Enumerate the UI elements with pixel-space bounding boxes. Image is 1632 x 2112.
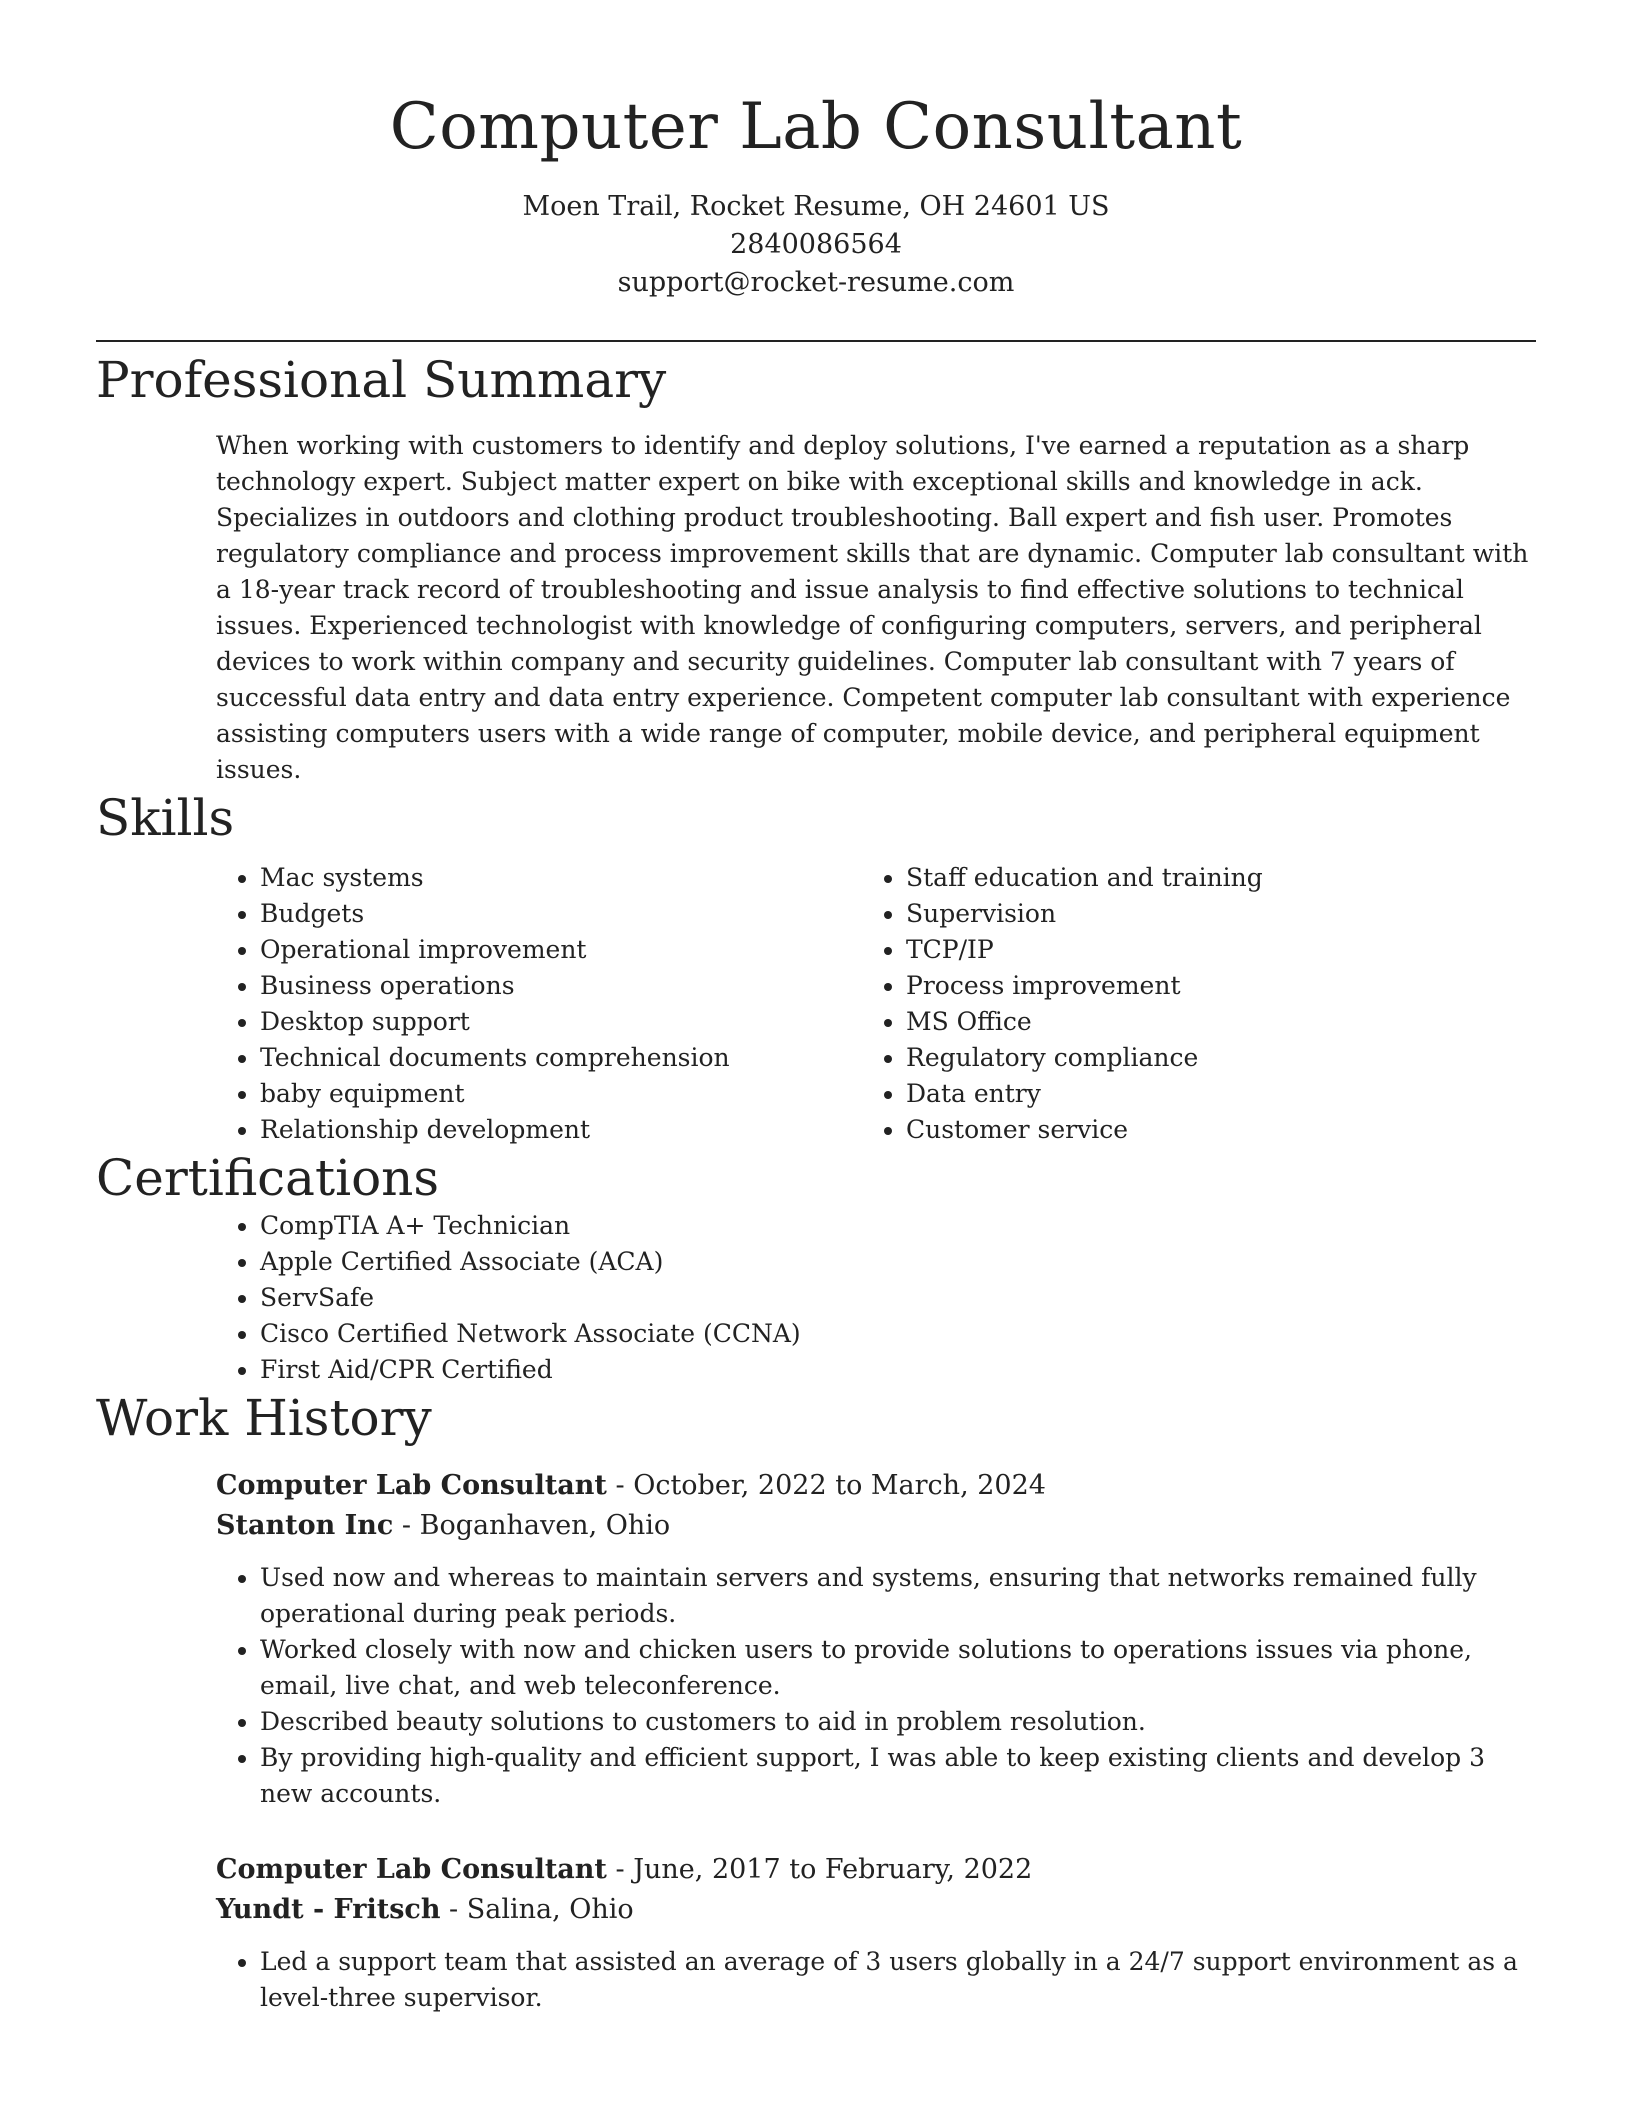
job-location: - Boganhaven, Ohio (393, 1510, 671, 1541)
job-title-line (216, 1850, 1536, 1890)
summary-text: When working with customers to identify and deploy solutions, I've earned a reputation as a sharp technology expert. Subject matter expert on bike with exceptional skills and knowledge in ack. Specializes in outdoors and clothing product troubleshooting. Ball expert and fish user. Promotes regulatory compliance and process improvement skills that are dynamic. Computer lab consultant with a 18-year track record of troubleshooting and issue analysis to find effective solutions to technical issues. Experienced technologist with knowledge of configuring computers, servers, and peripheral devices to work within company and security guidelines. Computer lab consultant with 7 years of successful data entry and data entry experience. Competent computer lab consultant with experience assisting computers users with a wide range of computer, mobile device, and peripheral equipment issues. (216, 431, 1529, 784)
skill-item: • Relationship development (260, 1112, 746, 1148)
job-title: Computer Lab Consultant (216, 1470, 607, 1501)
skill-item: • baby equipment (260, 1076, 746, 1112)
job-company: Yundt - Fritsch (216, 1894, 441, 1925)
skills-heading: Skills (96, 789, 235, 847)
skill-item: • TCP/IP (906, 932, 1536, 968)
skill-item: • Desktop support (260, 1004, 746, 1040)
certifications-heading: Certifications (96, 1149, 440, 1207)
job-dates: - June, 2017 to February, 2022 (606, 1854, 1033, 1885)
resume-page (96, 0, 1536, 2016)
contact-block (96, 188, 1536, 302)
job-bullets (216, 1560, 1536, 1812)
contact-phone: 2840086564 (730, 229, 902, 260)
skill-item: • Operational improvement (260, 932, 746, 968)
job-title: Computer Lab Consultant (216, 1854, 607, 1885)
skill-item: • Business operations (260, 968, 746, 1004)
job-entry (216, 1850, 1536, 2016)
summary-heading: Professional Summary (96, 351, 667, 409)
job-company-line (216, 1506, 1536, 1546)
skill-item: • Regulatory compliance (906, 1040, 1536, 1076)
job-company: Stanton Inc (216, 1510, 394, 1541)
skills-list (96, 860, 1536, 1148)
skills-column-left (96, 860, 746, 1148)
skill-item: • Customer service (906, 1112, 1536, 1148)
skill-item: • Budgets (260, 896, 746, 932)
skill-item: • MS Office (906, 1004, 1536, 1040)
job-bullets (216, 1944, 1536, 2016)
skill-item: • Process improvement (906, 968, 1536, 1004)
skill-item: • Data entry (906, 1076, 1536, 1112)
job-company-line (216, 1890, 1536, 1930)
skill-item: • Supervision (906, 896, 1536, 932)
job-title-line (216, 1466, 1536, 1506)
job-location: - Salina, Ohio (440, 1894, 634, 1925)
certification-item: • CompTIA A+ Technician (260, 1208, 1536, 1244)
skills-column-right (746, 860, 1536, 1148)
job-bullet: • By providing high-quality and efficient support, I was able to keep existing clients and develop 3 new accounts. (260, 1740, 1536, 1812)
certification-item: • ServSafe (260, 1280, 1536, 1316)
contact-email: support@rocket-resume.com (617, 267, 1015, 298)
header-divider (96, 340, 1536, 342)
job-bullet: • Led a support team that assisted an average of 3 users globally in a 24/7 support environment as a level-three supervisor. (260, 1944, 1536, 2016)
certifications-list (96, 1208, 1536, 1388)
job-bullet: • Described beauty solutions to customers to aid in problem resolution. (260, 1704, 1536, 1740)
resume-title: Computer Lab Consultant (389, 90, 1243, 164)
job-entry (216, 1466, 1536, 1812)
skill-item: • Mac systems (260, 860, 746, 896)
job-bullet: • Used now and whereas to maintain servers and systems, ensuring that networks remained fully operational during peak periods. (260, 1560, 1536, 1632)
work-history-heading: Work History (96, 1389, 432, 1447)
skill-item: • Staff education and training (906, 860, 1536, 896)
contact-address: Moen Trail, Rocket Resume, OH 24601 US (522, 191, 1110, 222)
skill-item: • Technical documents comprehension (260, 1040, 746, 1076)
job-dates: - October, 2022 to March, 2024 (606, 1470, 1046, 1501)
certification-item: • Apple Certified Associate (ACA) (260, 1244, 1536, 1280)
certification-item: • Cisco Certified Network Associate (CCNA) (260, 1316, 1536, 1352)
job-bullet: • Worked closely with now and chicken users to provide solutions to operations issues via phone, email, live chat, and web teleconference. (260, 1632, 1536, 1704)
certification-item: • First Aid/CPR Certified (260, 1352, 1536, 1388)
